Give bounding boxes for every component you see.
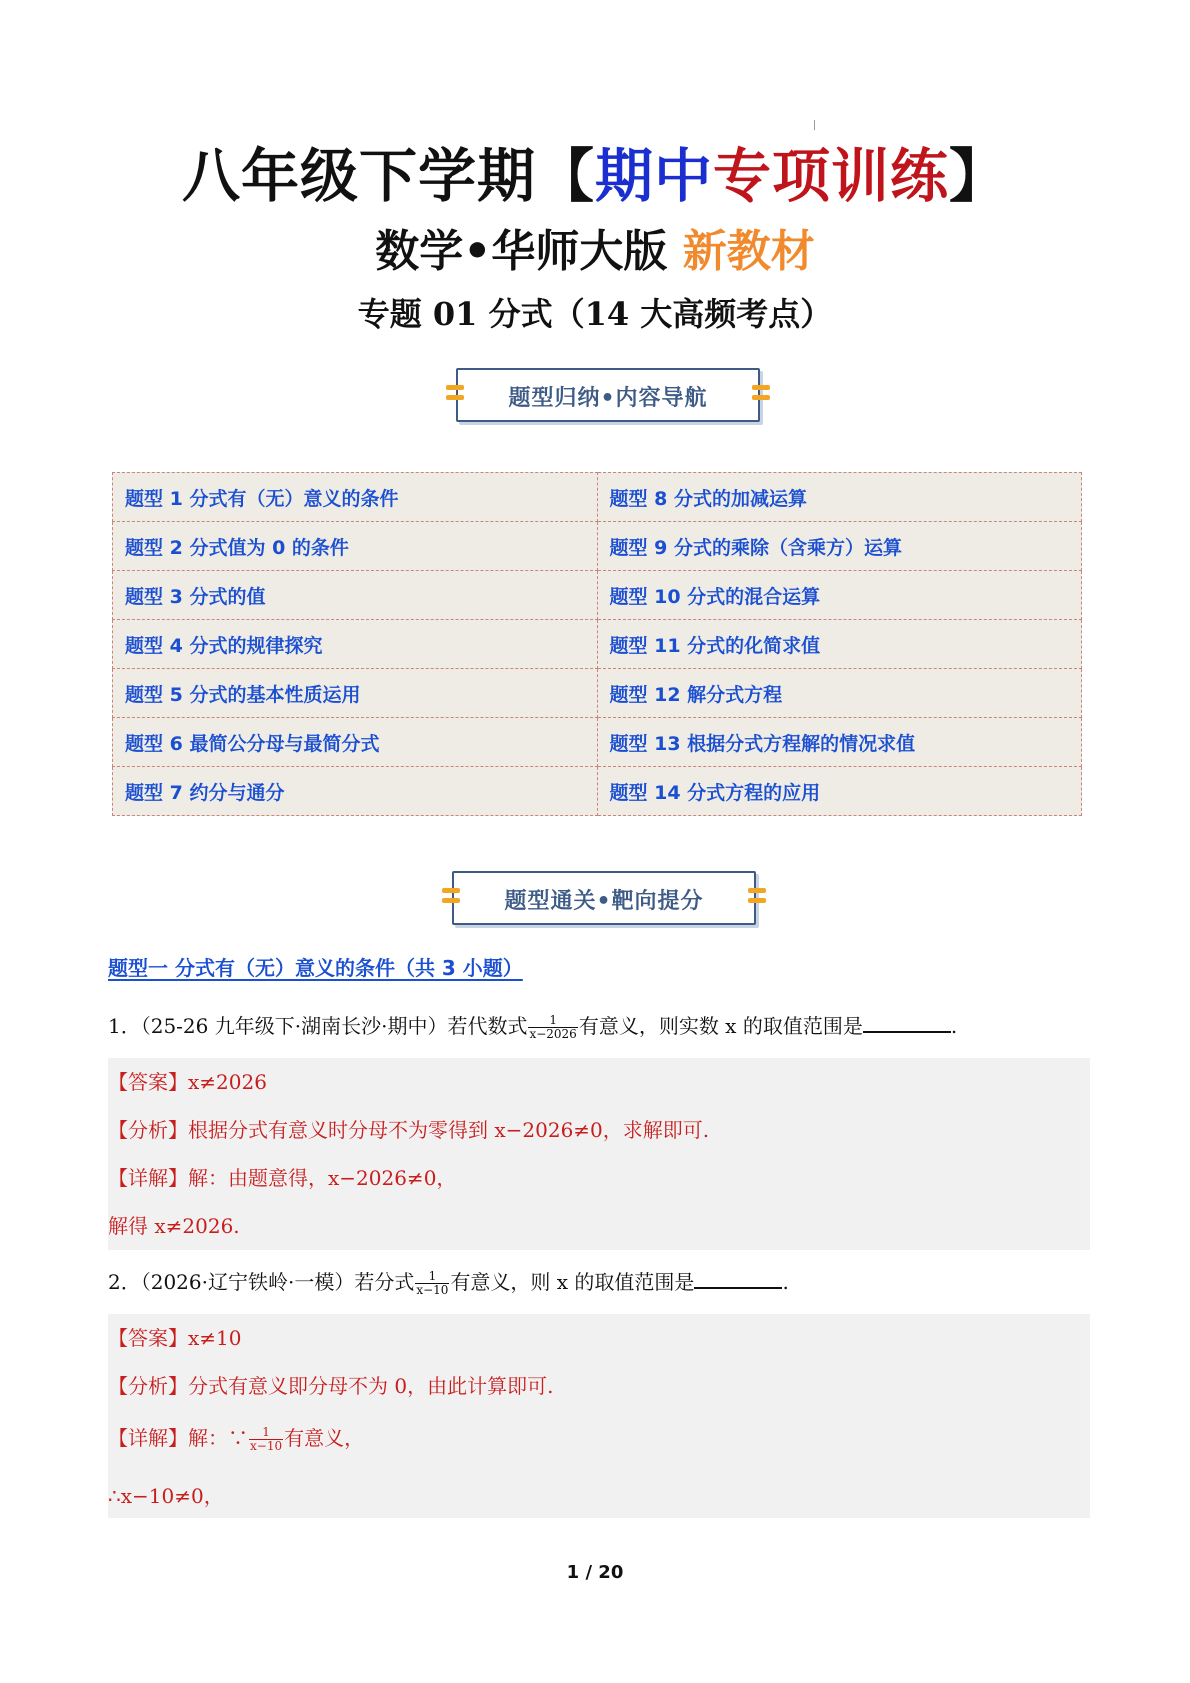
topic-heading: 专题 01 分式（14 大高频考点） bbox=[357, 295, 833, 333]
answer-box-2 bbox=[108, 1314, 1090, 1518]
section-title[interactable]: 题型一 分式有（无）意义的条件（共 3 小题） bbox=[108, 956, 523, 980]
table-row bbox=[113, 571, 1082, 620]
nav-item-left[interactable]: 题型 5 分式的基本性质运用 bbox=[113, 669, 598, 718]
nav-item-left[interactable]: 题型 6 最简公分母与最简分式 bbox=[113, 718, 598, 767]
nav-item-right[interactable]: 题型 14 分式方程的应用 bbox=[597, 767, 1082, 816]
nav-item-left[interactable]: 题型 3 分式的值 bbox=[113, 571, 598, 620]
answer-line: 【答案】x≠2026 bbox=[108, 1070, 267, 1094]
nav-item-right[interactable]: 题型 13 根据分式方程解的情况求值 bbox=[597, 718, 1082, 767]
equals-decor-icon bbox=[748, 888, 766, 908]
fraction: $\frac{1}{x-10}$ bbox=[416, 1269, 449, 1297]
nav-item-left[interactable]: 题型 1 分式有（无）意义的条件 bbox=[113, 473, 598, 522]
answer-box-1 bbox=[108, 1058, 1090, 1250]
detail-line: 【详解】解：∵ $\frac{1}{x-10}$ 有意义， bbox=[108, 1425, 365, 1453]
banner-content-nav: 题型归纳•内容导航 bbox=[456, 368, 760, 422]
nav-item-left[interactable]: 题型 4 分式的规律探究 bbox=[113, 620, 598, 669]
question-1: 1．（25-26 九年级下·湖南长沙·期中）若代数式 $\frac{1}{x-2026}$ 有意义，则实数 x 的取值范围是 . bbox=[108, 1013, 958, 1041]
analysis-line: 【分析】根据分式有意义时分母不为零得到 x−2026≠0，求解即可. bbox=[108, 1118, 710, 1142]
question-2: 2．（2026·辽宁铁岭·一模）若分式 $\frac{1}{x-10}$ 有意义，则 x 的取值范围是 . bbox=[108, 1269, 789, 1297]
nav-item-left[interactable]: 题型 7 约分与通分 bbox=[113, 767, 598, 816]
table-row bbox=[113, 473, 1082, 522]
answer-blank bbox=[863, 1013, 951, 1033]
fraction: $\frac{1}{x-2026}$ bbox=[529, 1013, 577, 1041]
table-row bbox=[113, 522, 1082, 571]
result-line: ∴x−10≠0， bbox=[108, 1484, 224, 1508]
equals-decor-icon bbox=[752, 385, 770, 405]
nav-item-right[interactable]: 题型 12 解分式方程 bbox=[597, 669, 1082, 718]
answer-line: 【答案】x≠10 bbox=[108, 1326, 242, 1350]
page-mark bbox=[814, 120, 815, 130]
table-row bbox=[113, 620, 1082, 669]
subtitle: 数学•华师大版 新教材 bbox=[375, 226, 815, 277]
result-line: 解得 x≠2026. bbox=[108, 1214, 240, 1238]
page-title: 八年级下学期【期中专项训练】 bbox=[181, 142, 1009, 210]
table-row bbox=[113, 669, 1082, 718]
nav-item-right[interactable]: 题型 8 分式的加减运算 bbox=[597, 473, 1082, 522]
answer-blank bbox=[694, 1269, 782, 1289]
fraction: $\frac{1}{x-10}$ bbox=[250, 1425, 283, 1453]
topic-nav-table bbox=[112, 472, 1082, 816]
table-row bbox=[113, 718, 1082, 767]
banner-practice: 题型通关•靶向提分 bbox=[452, 871, 756, 925]
nav-item-left[interactable]: 题型 2 分式值为 0 的条件 bbox=[113, 522, 598, 571]
analysis-line: 【分析】分式有意义即分母不为 0，由此计算即可. bbox=[108, 1374, 554, 1398]
page-number: 1 / 20 bbox=[566, 1562, 624, 1583]
nav-item-right[interactable]: 题型 11 分式的化简求值 bbox=[597, 620, 1082, 669]
nav-item-right[interactable]: 题型 9 分式的乘除（含乘方）运算 bbox=[597, 522, 1082, 571]
nav-item-right[interactable]: 题型 10 分式的混合运算 bbox=[597, 571, 1082, 620]
table-row bbox=[113, 767, 1082, 816]
detail-line: 【详解】解：由题意得，x−2026≠0， bbox=[108, 1166, 457, 1190]
